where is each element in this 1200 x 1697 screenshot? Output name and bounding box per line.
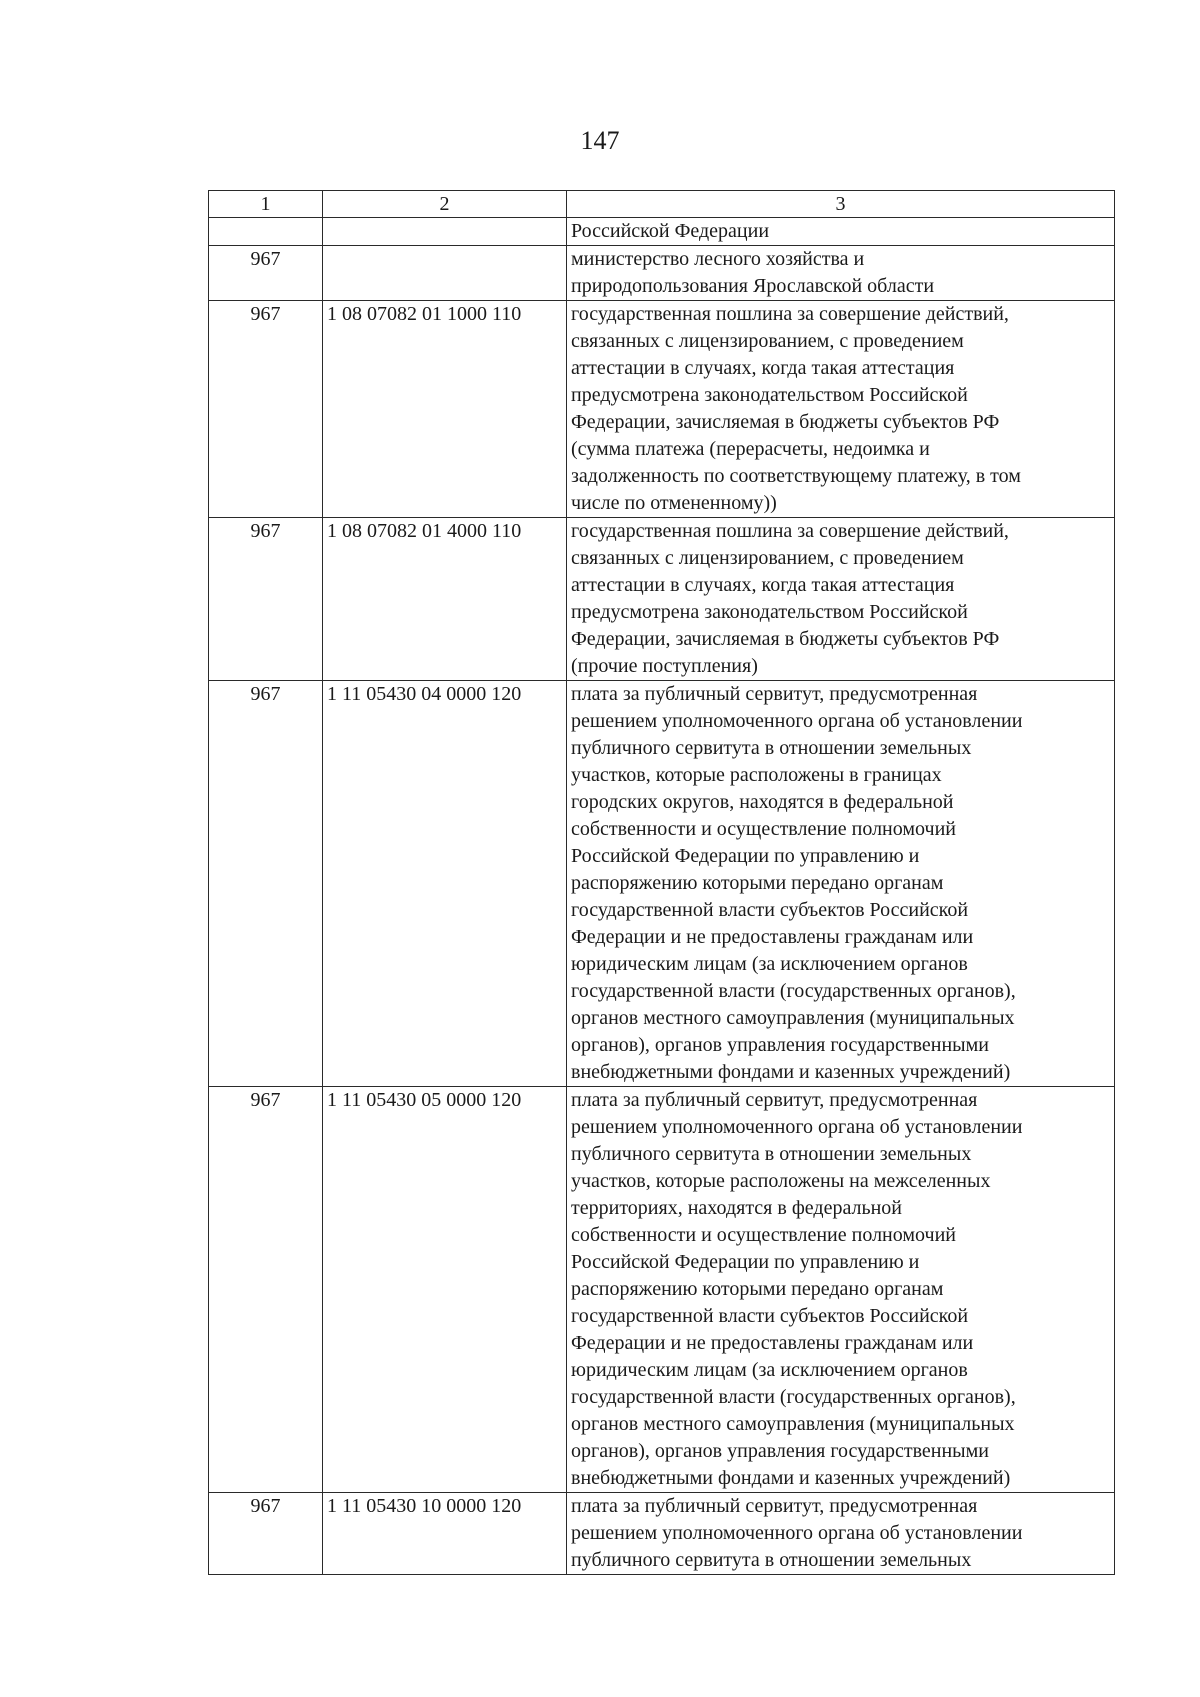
table-row — [209, 518, 1115, 681]
revenue-code-cell: 1 08 07082 01 4000 110 — [323, 518, 567, 681]
description-cell: министерство лесного хозяйства и природопользования Ярославской области — [567, 246, 1115, 301]
column-header-3: 3 — [567, 191, 1115, 218]
admin-code-cell — [209, 218, 323, 246]
description-cell: плата за публичный сервитут, предусмотренная решением уполномоченного органа об установлении публичного сервитута в отношении земельных участков, которые расположены на межселенных территориях, находятся в федеральной собственности и осуществление полномочий Российской Федерации по управлению и распоряжению которыми передано органам государственной власти субъектов Российской Федерации и не предоставлены гражданам или юридическим лицам (за исключением органов государственной власти (государственных органов), органов местного самоуправления (муниципальных органов), органов управления государственными внебюджетными фондами и казенных учреждений) — [567, 1087, 1115, 1493]
table-row — [209, 1087, 1115, 1493]
revenue-code-cell — [323, 246, 567, 301]
table-row — [209, 301, 1115, 518]
column-header-2: 2 — [323, 191, 567, 218]
revenue-code-cell: 1 11 05430 04 0000 120 — [323, 681, 567, 1087]
admin-code-cell: 967 — [209, 518, 323, 681]
column-header-1: 1 — [209, 191, 323, 218]
description-cell: плата за публичный сервитут, предусмотренная решением уполномоченного органа об установлении публичного сервитута в отношении земельных — [567, 1493, 1115, 1575]
revenue-code-cell: 1 08 07082 01 1000 110 — [323, 301, 567, 518]
admin-code-cell: 967 — [209, 1087, 323, 1493]
table-row — [209, 681, 1115, 1087]
revenue-codes-table — [208, 190, 1115, 1575]
revenue-code-cell: 1 11 05430 10 0000 120 — [323, 1493, 567, 1575]
table-row — [209, 246, 1115, 301]
description-cell: Российской Федерации — [567, 218, 1115, 246]
admin-code-cell: 967 — [209, 1493, 323, 1575]
revenue-code-cell — [323, 218, 567, 246]
table-header-row — [209, 191, 1115, 218]
admin-code-cell: 967 — [209, 301, 323, 518]
description-cell: государственная пошлина за совершение действий, связанных с лицензированием, с проведением аттестации в случаях, когда такая аттестация предусмотрена законодательством Российской Федерации, зачисляемая в бюджеты субъектов РФ (прочие поступления) — [567, 518, 1115, 681]
revenue-code-cell: 1 11 05430 05 0000 120 — [323, 1087, 567, 1493]
table-row — [209, 1493, 1115, 1575]
admin-code-cell: 967 — [209, 681, 323, 1087]
page-number: 147 — [580, 126, 620, 155]
description-cell: плата за публичный сервитут, предусмотренная решением уполномоченного органа об установлении публичного сервитута в отношении земельных участков, которые расположены в границах городских округов, находятся в федеральной собственности и осуществление полномочий Российской Федерации по управлению и распоряжению которыми передано органам государственной власти субъектов Российской Федерации и не предоставлены гражданам или юридическим лицам (за исключением органов государственной власти (государственных органов), органов местного самоуправления (муниципальных органов), органов управления государственными внебюджетными фондами и казенных учреждений) — [567, 681, 1115, 1087]
description-cell: государственная пошлина за совершение действий, связанных с лицензированием, с проведением аттестации в случаях, когда такая аттестация предусмотрена законодательством Российской Федерации, зачисляемая в бюджеты субъектов РФ (сумма платежа (перерасчеты, недоимка и задолженность по соответствующему платежу, в том числе по отмененному)) — [567, 301, 1115, 518]
table-row — [209, 218, 1115, 246]
admin-code-cell: 967 — [209, 246, 323, 301]
